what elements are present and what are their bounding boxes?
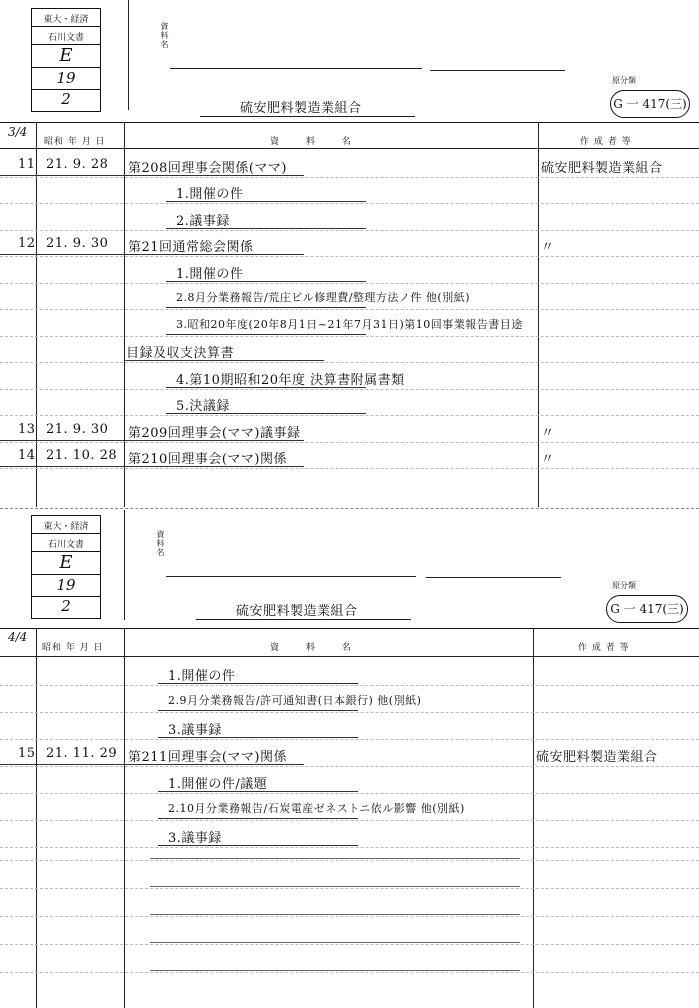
stamp-code: E [59,45,73,66]
table-row [0,336,699,363]
header-date-2: 昭和 年 月 日 [42,643,104,653]
class-code-2: G 一 417(三) [606,595,688,623]
row-author: 〃 [541,240,555,255]
row-title: 3.昭和20年度(20年8月1日~21年7月31日)第10回事業報告書目途 [176,317,523,331]
stamp-line1: 東大・経済 [43,522,89,532]
row-title: 5.決議録 [176,399,230,414]
table-row [0,658,699,685]
row-title: 1.開催の件 [176,187,244,202]
row-number: 11 [18,156,36,172]
row-date: 21. 9. 30 [46,236,109,251]
row-number: 14 [18,448,36,463]
stamp-line1: 東大・経済 [43,15,89,25]
row-title: 1.開催の件 [168,669,236,684]
row-title: 第21回通常総会関係 [128,240,254,255]
archive-stamp-1 [31,8,101,112]
row-number: 15 [18,746,36,761]
table-row [0,820,699,847]
table-row [0,309,699,336]
row-title: 2.10月分業務報告/石炭電産ゼネストニ依ル影響 他(別紙) [168,802,465,815]
class-code-1: G 一 417(三) [610,90,690,118]
row-number: 13 [18,421,36,437]
stamp-line2: 石川文書 [47,33,84,43]
stamp-num2: 2 [61,90,71,108]
page-number-2: 4/4 [8,630,28,644]
header-name-2: 資 料 名 [270,643,363,653]
stamp-code: E [59,552,73,573]
org-title-1: 硫安肥料製造業組合 [240,101,362,116]
table-row [0,389,699,416]
row-date: 21. 9. 28 [46,156,109,172]
table-row [0,712,699,739]
row-title: 目録及収支決算書 [126,346,235,361]
class-label-2: 原分類 [612,581,636,590]
archive-stamp-2 [31,515,101,619]
row-title: 第208回理事会関係(ママ) [128,160,287,176]
row-number: 12 [18,236,36,251]
row-title: 第209回理事会(ママ)議事録 [128,425,301,441]
table-row [0,230,699,257]
stamp-num1: 19 [56,576,76,594]
table-row [0,415,699,442]
row-author: 硫安肥料製造業組合 [536,750,658,765]
row-date: 21. 10. 28 [46,448,118,463]
table-row [0,283,699,310]
table-row [0,256,699,283]
row-title: 1.開催の件 [176,266,244,282]
table-row [0,362,699,389]
row-author: 〃 [541,452,555,467]
stamp-line2: 石川文書 [47,540,84,550]
row-date: 21. 9. 30 [46,421,109,437]
page-number-1: 3/4 [8,125,28,139]
row-title: 3.議事録 [168,831,222,846]
table-row [0,766,699,793]
table-row [0,203,699,230]
table-row [0,739,699,766]
row-date: 21. 11. 29 [46,746,118,761]
table-row [0,793,699,820]
table-row [0,442,699,469]
row-title: 第211回理事会(ママ)関係 [128,750,287,765]
row-title: 2.9月分業務報告/許可通知書(日本銀行) 他(別紙) [168,694,422,707]
row-title: 第210回理事会(ママ)関係 [128,452,287,467]
org-title-2: 硫安肥料製造業組合 [236,604,358,619]
row-author: 〃 [541,425,555,441]
row-title: 1.開催の件/議題 [168,777,268,792]
row-author: 硫安肥料製造業組合 [541,160,663,176]
header-author-2: 作 成 者 等 [578,643,630,653]
material-label-2: 資料名 [156,530,165,557]
material-label-1: 資料名 [160,22,169,49]
row-title: 4.第10期昭和20年度 決算書附属書類 [176,372,405,388]
header-author-1: 作 成 者 等 [580,137,632,147]
row-title: 2.8月分業務報告/荒庄ビル修理費/整理方法ノ件 他(別紙) [176,291,470,304]
class-label-1: 原分類 [612,76,636,85]
stamp-num1: 19 [56,69,76,87]
table-row [0,685,699,712]
row-title: 2.議事録 [176,213,230,229]
header-name-1: 資 料 名 [270,137,363,147]
table-row [0,177,699,204]
stamp-num2: 2 [61,597,71,615]
header-date-1: 昭和 年 月 日 [44,137,106,147]
table-row [0,150,699,177]
row-title: 3.議事録 [168,723,222,738]
